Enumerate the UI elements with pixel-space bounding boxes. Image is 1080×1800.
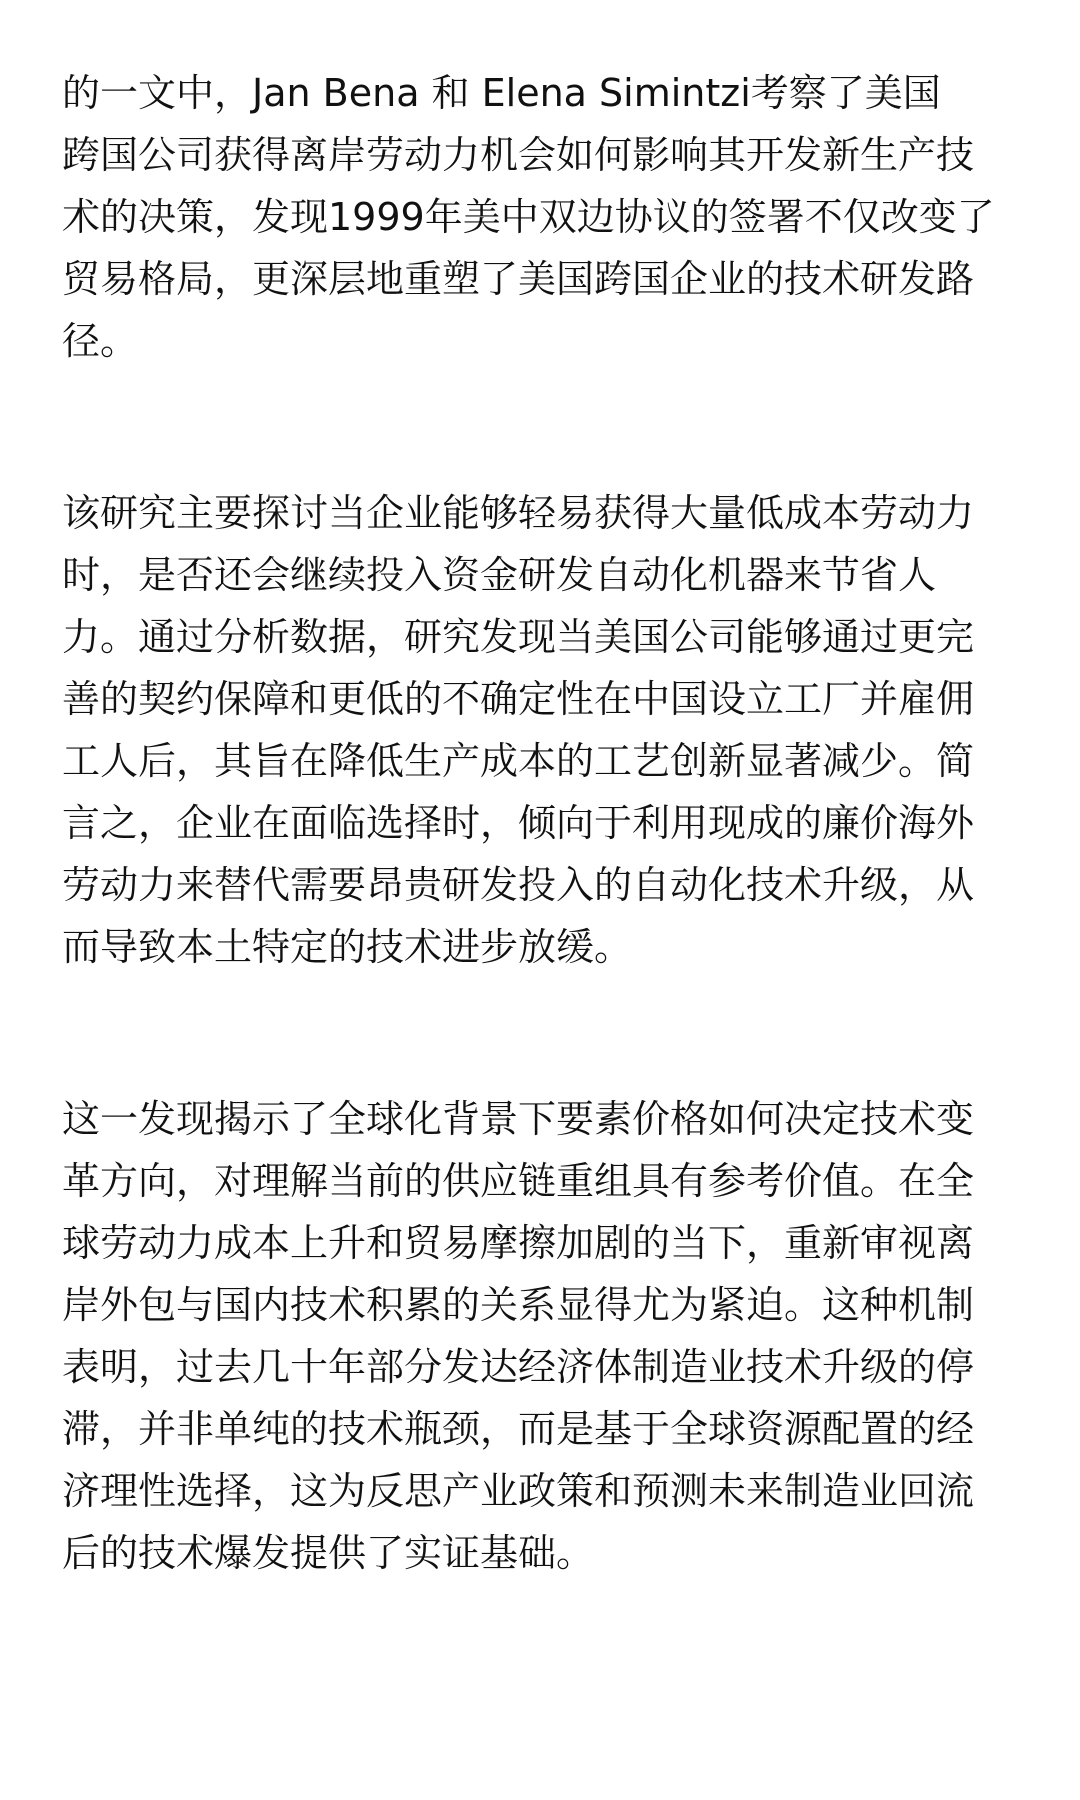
- text-line: 而导致本土特定的技术进步放缓。: [62, 925, 633, 969]
- text-line: 跨国公司获得离岸劳动力机会如何影响其开发新生产技: [62, 133, 975, 177]
- text-line: 革方向，对理解当前的供应链重组具有参考价值。在全: [62, 1159, 975, 1203]
- paragraph-1: [62, 62, 1020, 372]
- paragraph-3: [62, 1088, 1020, 1584]
- text-line: 该研究主要探讨当企业能够轻易获得大量低成本劳动力: [62, 491, 975, 535]
- text-line: 贸易格局，更深层地重塑了美国跨国企业的技术研发路: [62, 257, 975, 301]
- text-line: 滞，并非单纯的技术瓶颈，而是基于全球资源配置的经: [62, 1407, 975, 1451]
- paragraph-2: [62, 482, 1020, 978]
- text-line: 这一发现揭示了全球化背景下要素价格如何决定技术变: [62, 1097, 975, 1141]
- text-line: 力。通过分析数据，研究发现当美国公司能够通过更完: [62, 615, 975, 659]
- text-line: 济理性选择，这为反思产业政策和预测未来制造业回流: [62, 1469, 975, 1513]
- text-line: 善的契约保障和更低的不确定性在中国设立工厂并雇佣: [62, 677, 975, 721]
- text-line: 后的技术爆发提供了实证基础。: [62, 1531, 595, 1575]
- paragraph-spacer: [62, 978, 1020, 1088]
- text-line: 工人后，其旨在降低生产成本的工艺创新显著减少。简: [62, 739, 975, 783]
- text-line: 表明，过去几十年部分发达经济体制造业技术升级的停: [62, 1345, 975, 1389]
- text-line: 言之，企业在面临选择时，倾向于利用现成的廉价海外: [62, 801, 975, 845]
- text-line: 时，是否还会继续投入资金研发自动化机器来节省人: [62, 553, 937, 597]
- text-line: 径。: [62, 319, 139, 363]
- text-line: 劳动力来替代需要昂贵研发投入的自动化技术升级，从: [62, 863, 975, 907]
- text-line: 球劳动力成本上升和贸易摩擦加剧的当下，重新审视离: [62, 1221, 975, 1265]
- paragraph-spacer: [62, 372, 1020, 482]
- text-line: 岸外包与国内技术积累的关系显得尤为紧迫。这种机制: [62, 1283, 975, 1327]
- text-line: 术的决策，发现1999年美中双边协议的签署不仅改变了: [62, 195, 995, 239]
- text-line: 的一文中，Jan Bena 和 Elena Simintzi考察了美国: [62, 71, 941, 115]
